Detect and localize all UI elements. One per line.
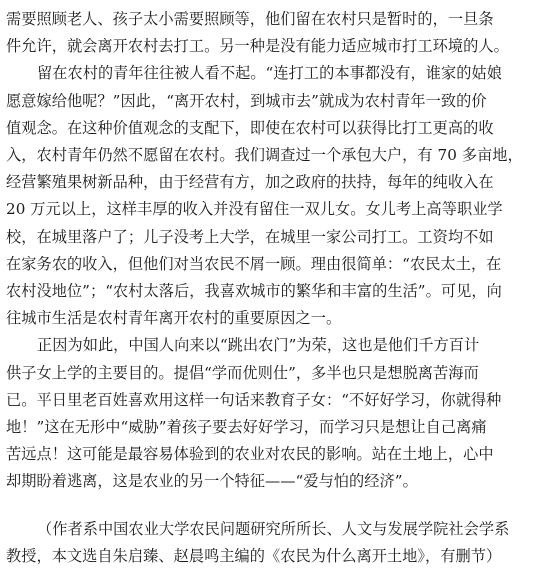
text-line: 需要照顾老人、孩子太小需要照顾等，他们留在农村只是暂时的，一旦条 [6, 10, 494, 28]
paragraph-1 [6, 6, 544, 60]
text-line: 经营繁殖果树新品种，由于经营有方，加之政府的扶持，每年的纯收入在 [6, 173, 494, 192]
text-line: 苦远点！这可能是最容易体验到的农业对农民的影响。站在土地上，心中 [6, 445, 494, 464]
text-line: 20 万元以上，这样丰厚的收入并没有留住一双儿女。女儿考上高等职业学 [6, 200, 503, 219]
text-line: 地！”这在无形中“威胁”着孩子要去好好学习，而学习只是想让自己离痛 [6, 418, 487, 437]
text-line: 入，农村青年仍然不愿留在农村。我们调查过一个承包大户，有 70 多亩地， [6, 146, 523, 165]
text-line: 教授，本文选自朱启臻、赵晨鸣主编的《农民为什么离开土地》，有删节） [6, 546, 502, 565]
paragraph-2 [6, 60, 544, 332]
text-line: 留在农村的青年往往被人看不起。“连打工的本事都没有，谁家的姑娘 [37, 64, 502, 83]
text-line: 往城市生活是农村青年离开农村的重要原因之一。 [6, 309, 342, 328]
paragraph-spacer [6, 496, 544, 516]
text-line: 校，在城里落户了；儿子没考上大学，在城里一家公司打工。工资均不如 [6, 227, 494, 246]
text-line: （作者系中国农业大学农民问题研究所所长、人文与发展学院社会学系 [37, 519, 510, 538]
text-line: 愿意嫁给他呢？”因此，“离开农村，到城市去”就成为农村青年一致的价 [6, 91, 487, 110]
text-line: 值观念。在这种价值观念的支配下，即使在农村可以获得比打工更高的收 [6, 118, 494, 137]
paragraph-3 [6, 332, 544, 495]
author-note [6, 516, 544, 570]
text-line: 已。平日里老百姓喜欢用这样一句话来教育子女：“不好好学习，你就得种 [6, 390, 502, 409]
text-line: 却期盼着逃离，这是农业的另一个特征——“爱与怕的经济”。 [6, 472, 418, 491]
text-line: 供子女上学的主要目的。提倡“学而优则仕”，多半也只是想脱离苦海而 [6, 363, 479, 382]
text-line: 农村没地位”；“农村太落后，我喜欢城市的繁华和丰富的生活”。可见，向 [6, 282, 502, 301]
text-line: 正因为如此，中国人向来以“跳出农门”为荣，这也是他们千方百计 [37, 336, 480, 355]
text-line: 在家务农的收入，但他们对当农民不屑一顾。理由很简单：“农民太土，在 [6, 254, 502, 273]
text-line: 件允许，就会离开农村去打工。另一种是没有能力适应城市打工环境的人。 [6, 37, 509, 56]
